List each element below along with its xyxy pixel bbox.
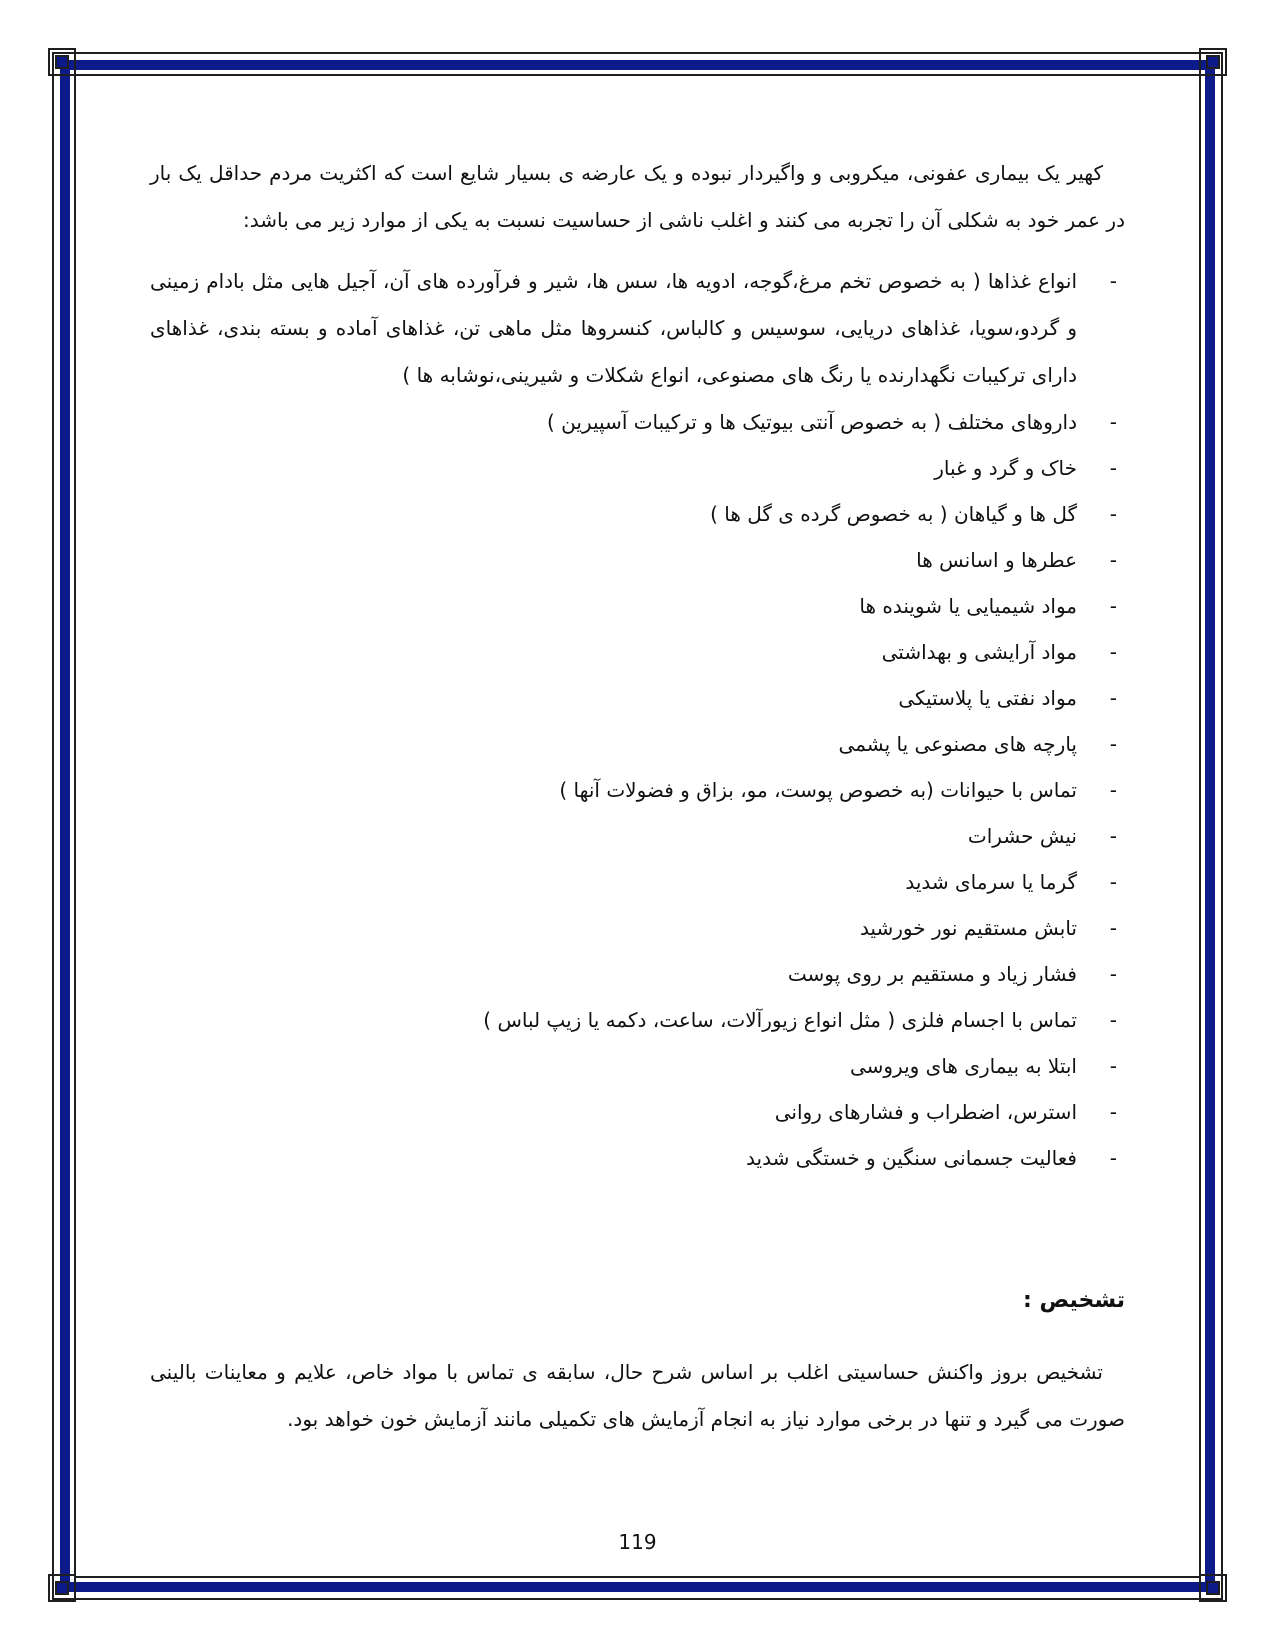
list-item: - نیش حشرات [150,813,1077,859]
list-item: - تماس با حیوانات (به خصوص پوست، مو، بزاق و فضولات آنها ) [150,767,1077,813]
corner-ornament-bottom-left [48,1574,76,1602]
bullet-dash: - [1109,456,1117,480]
bullet-dash: - [1109,778,1117,802]
bullet-dash: - [1109,594,1117,618]
page-number: 119 [618,1530,657,1554]
bullet-dash: - [1109,1008,1117,1032]
bullet-dash: - [1109,269,1117,293]
bullet-dash: - [1109,732,1117,756]
list-item: - مواد آرایشی و بهداشتی [150,629,1077,675]
corner-ornament-top-right [1199,48,1227,76]
list-item: - انواع غذاها ( به خصوص تخم مرغ،گوجه، ادویه ها، سس ها، شیر و فرآورده های آن، آجیل هایی مثل بادام زمینی و گردو،سویا، غذاهای دریایی، سوسیس و کالباس، کنسروها مثل ماهی تن، غذاهای آماده و بسته بندی، غذاهای دارای ترکیبات نگهدارنده یا رنگ های مصنوعی، انواع شکلات و شیرینی،نوشابه ها ) [150,258,1077,399]
bullet-dash: - [1109,502,1117,526]
list-item: - مواد نفتی یا پلاستیکی [150,675,1077,721]
list-item: - خاک و گرد و غبار [150,445,1077,491]
corner-ornament-top-left [48,48,76,76]
list-item: - فشار زیاد و مستقیم بر روی پوست [150,951,1077,997]
bullet-dash: - [1109,1146,1117,1170]
causes-list [150,258,1125,1181]
list-item: - مواد شیمیایی یا شوینده ها [150,583,1077,629]
bullet-dash: - [1109,916,1117,940]
diagnosis-paragraph: تشخیص بروز واکنش حساسیتی اغلب بر اساس شرح حال، سابقه ی تماس با مواد خاص، علایم و معاینات بالینی صورت می گیرد و تنها در برخی موارد نیاز به انجام آزمایش های تکمیلی مانند آزمایش خون خواهد بود. [150,1360,1125,1431]
list-item: - تماس با اجسام فلزی ( مثل انواع زیورآلات، ساعت، دکمه یا زیپ لباس ) [150,997,1077,1043]
diagnosis-heading: تشخیص : [1023,1288,1125,1313]
bullet-dash: - [1109,548,1117,572]
list-item: - گل ها و گیاهان ( به خصوص گرده ی گل ها ) [150,491,1077,537]
intro-paragraph: کهیر یک بیماری عفونی، میکروبی و واگیردار نبوده و یک عارضه ی بسیار شایع است که اکثریت مردم حداقل یک بار در عمر خود به شکلی آن را تجربه می کنند و اغلب ناشی از حساسیت نسبت به یکی از موارد زیر می باشد: [150,161,1125,232]
list-item: - داروهای مختلف ( به خصوص آنتی بیوتیک ها و ترکیبات آسپیرین ) [150,399,1077,445]
bullet-dash: - [1109,410,1117,434]
list-item: - پارچه های مصنوعی یا پشمی [150,721,1077,767]
list-item: - گرما یا سرمای شدید [150,859,1077,905]
list-item: - فعالیت جسمانی سنگین و خستگی شدید [150,1135,1077,1181]
corner-ornament-bottom-right [1199,1574,1227,1602]
bullet-dash: - [1109,870,1117,894]
bullet-dash: - [1109,962,1117,986]
list-item: - تابش مستقیم نور خورشید [150,905,1077,951]
bullet-dash: - [1109,1054,1117,1078]
bullet-dash: - [1109,824,1117,848]
list-item: - عطرها و اسانس ها [150,537,1077,583]
bullet-dash: - [1109,1100,1117,1124]
page-content [150,150,1125,1443]
list-item: - ابتلا به بیماری های ویروسی [150,1043,1077,1089]
bullet-dash: - [1109,686,1117,710]
bullet-dash: - [1109,640,1117,664]
list-item: - استرس، اضطراب و فشارهای روانی [150,1089,1077,1135]
